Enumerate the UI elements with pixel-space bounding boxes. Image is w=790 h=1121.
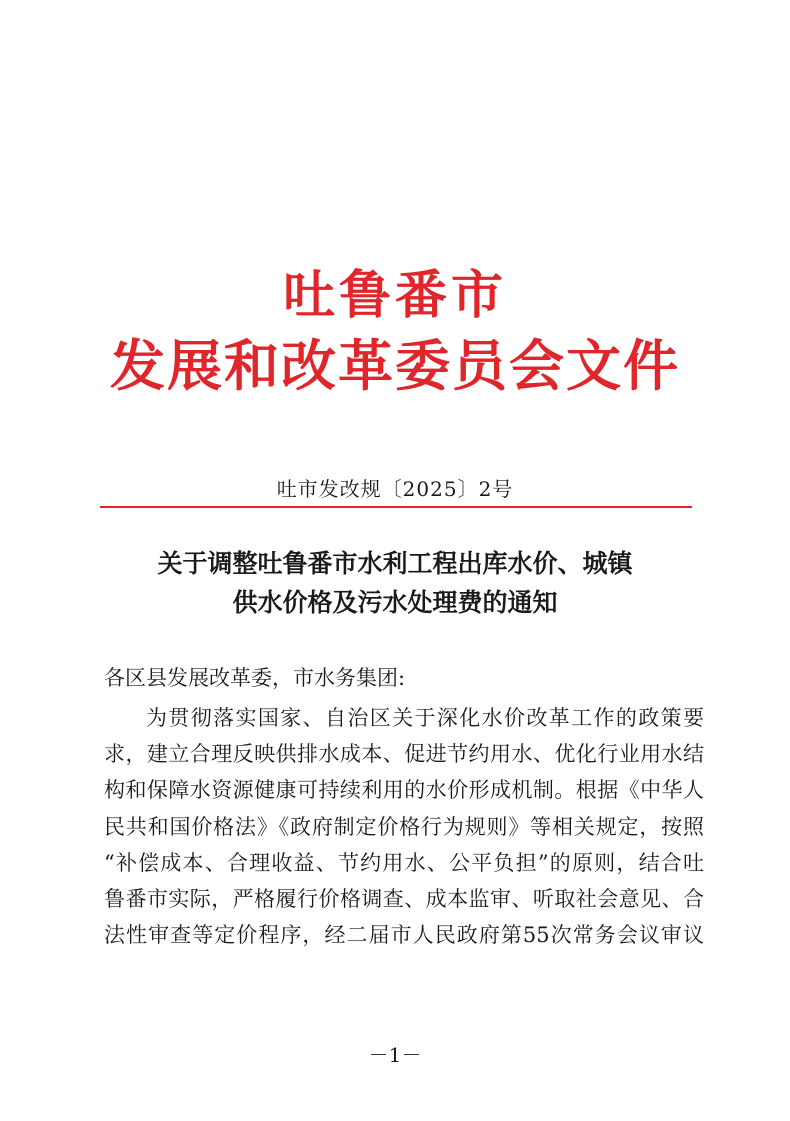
body-line: 构和保障水资源健康可持续利用的水价形成机制。根据《中华人 [104, 778, 704, 803]
salutation: 各区县发展改革委，市水务集团: [104, 666, 406, 690]
body-line: 为贯彻落实国家、自治区关于深化水价改革工作的政策要 [146, 706, 704, 730]
body-text [104, 703, 704, 956]
body-line: 求，建立合理反映供排水成本、促进节约用水、优化行业用水结 [104, 742, 704, 767]
body-line: 法性审查等定价程序，经二届市人民政府第55次常务会议审议 [104, 923, 704, 948]
title-line2: 供水价格及污水处理费的通知 [232, 588, 558, 617]
body-line: 民共和国价格法》《政府制定价格行为规则》等相关规定，按照 [104, 814, 704, 839]
red-separator-line [100, 506, 692, 508]
body-line: 鲁番市实际，严格履行价格调查、成本监审、听取社会意见、合 [104, 886, 704, 911]
issuer-header-line2: 发展和改革委员会文件 [109, 333, 680, 398]
body-line: “补偿成本、合理收益、节约用水、公平负担”的原则，结合吐 [104, 850, 704, 875]
title-line1: 关于调整吐鲁番市水利工程出库水价、城镇 [157, 549, 633, 578]
issuer-header-line1: 吐鲁番市 [282, 265, 507, 326]
document-number: 吐市发改规〔2025〕2号 [276, 477, 514, 501]
document-title [90, 544, 700, 622]
page-number: －1－ [368, 1043, 422, 1067]
